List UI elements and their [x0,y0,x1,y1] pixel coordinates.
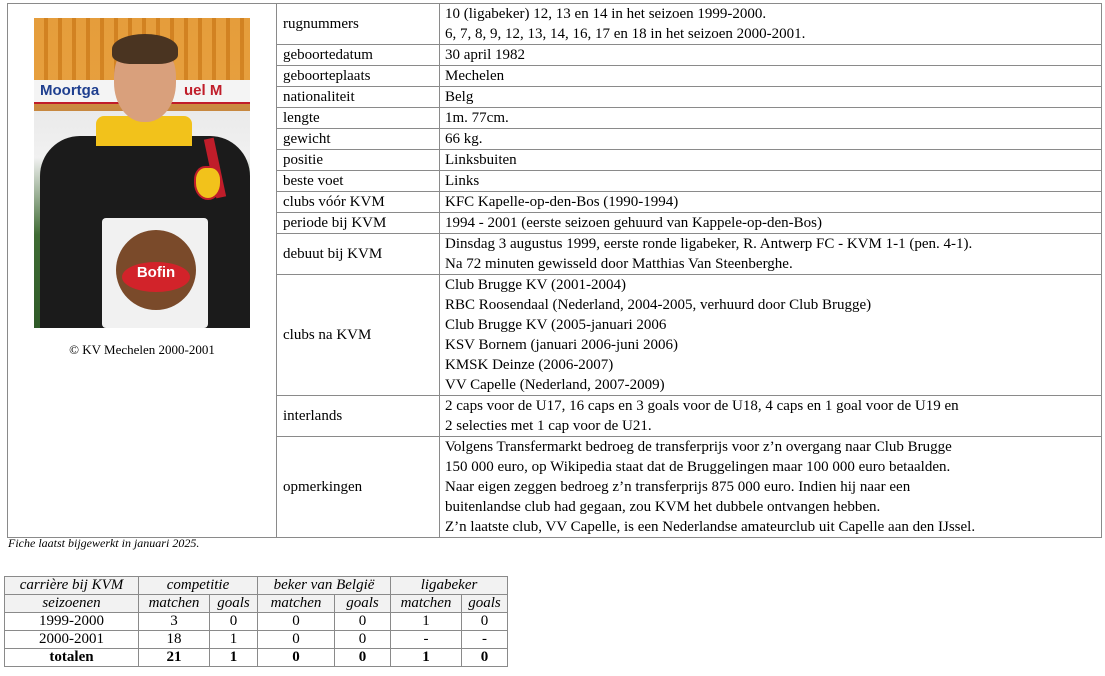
value-positie: Linksbuiten [440,150,1102,171]
last-updated-note: Fiche laatst bijgewerkt in januari 2025. [8,536,200,550]
value-interlands: 2 caps voor de U17, 16 caps en 3 goals voor de U18, 4 caps en 1 goal voor de U19 en 2 selecties met 1 cap voor de U21. [440,396,1102,437]
career-stats-table [4,576,508,667]
label-clubs-na: clubs na KVM [277,275,440,396]
value-clubs-na: Club Brugge KV (2001-2004) RBC Roosendaal (Nederland, 2004-2005, verhuurd door Club Brugge) Club Brugge KV (2005-januari 2006 KSV Bornem (januari 2006-juni 2006) KMSK Deinze (2006-2007) VV Capelle (Nederland, 2007-2009) [440,275,1102,396]
header-goals: goals [335,595,391,613]
value-geboorteplaats: Mechelen [440,66,1102,87]
label-geboorteplaats: geboorteplaats [277,66,440,87]
header-matchen: matchen [258,595,335,613]
label-debuut: debuut bij KVM [277,234,440,275]
stat-cell: 0 [335,613,391,631]
stat-cell: 1 [210,631,258,649]
banner-text-right: uel M [184,82,223,99]
stat-cell: 1 [391,613,462,631]
header-goals: goals [462,595,508,613]
stat-cell: 0 [258,613,335,631]
stat-cell: 0 [335,631,391,649]
value-clubs-voor: KFC Kapelle-op-den-Bos (1990-1994) [440,192,1102,213]
career-subheader-row [5,595,508,613]
value-gewicht: 66 kg. [440,129,1102,150]
value-lengte: 1m. 77cm. [440,108,1102,129]
label-beste-voet: beste voet [277,171,440,192]
header-beker: beker van België [258,577,391,595]
value-nationaliteit: Belg [440,87,1102,108]
stat-cell: 18 [139,631,210,649]
player-photo [34,18,250,328]
season-cell: 1999-2000 [5,613,139,631]
header-ligabeker: ligabeker [391,577,508,595]
season-cell: 2000-2001 [5,631,139,649]
value-beste-voet: Links [440,171,1102,192]
value-opmerkingen: Volgens Transfermarkt bedroeg de transferprijs voor z’n overgang naar Club Brugge 150 000 euro, op Wikipedia staat dat de Bruggelingen maar 100 000 euro betaalden. Naar eigen zeggen bedroeg z’n transferprijs 875 000 euro. Indien hij naar een buitenlandse club had gegaan, zou KVM het dubbele ontvangen hebben. Z’n laatste club, VV Capelle, is een Nederlandse amateurclub uit Capelle aan den IJssel. [440,437,1102,538]
stat-cell: 3 [139,613,210,631]
label-geboortedatum: geboortedatum [277,45,440,66]
label-nationaliteit: nationaliteit [277,87,440,108]
table-row [5,631,508,649]
photo-caption: © KV Mechelen 2000-2001 [69,342,215,357]
value-debuut: Dinsdag 3 augustus 1999, eerste ronde ligabeker, R. Antwerp FC - KVM 1-1 (pen. 4-1). Na 72 minuten gewisseld door Matthias Van Steenberghe. [440,234,1102,275]
header-goals: goals [210,595,258,613]
total-cell: 21 [139,649,210,667]
stat-cell: 0 [210,613,258,631]
value-periode: 1994 - 2001 (eerste seizoen gehuurd van Kappele-op-den-Bos) [440,213,1102,234]
totals-label: totalen [5,649,139,667]
total-cell: 0 [258,649,335,667]
totals-row [5,649,508,667]
label-periode: periode bij KVM [277,213,440,234]
stat-cell: 0 [462,613,508,631]
club-crest-icon [194,166,222,200]
banner-text-left: Moortga [40,82,100,99]
stat-cell: - [462,631,508,649]
sponsor-logo: Bofin [122,262,190,292]
total-cell: 1 [210,649,258,667]
profile-row [8,4,1102,45]
photo-cell [8,4,277,538]
value-rugnummers: 10 (ligabeker) 12, 13 en 14 in het seizoen 1999-2000. 6, 7, 8, 9, 12, 13, 14, 16, 17 en 18 in het seizoen 2000-2001. [440,4,1102,45]
table-row [5,613,508,631]
total-cell: 1 [391,649,462,667]
stat-cell: - [391,631,462,649]
header-carriere: carrière bij KVM [5,577,139,595]
value-geboortedatum: 30 april 1982 [440,45,1102,66]
total-cell: 0 [335,649,391,667]
label-clubs-voor: clubs vóór KVM [277,192,440,213]
header-matchen: matchen [391,595,462,613]
label-rugnummers: rugnummers [277,4,440,45]
label-opmerkingen: opmerkingen [277,437,440,538]
career-header-row [5,577,508,595]
label-positie: positie [277,150,440,171]
header-seizoenen: seizoenen [5,595,139,613]
player-hair [112,34,178,64]
label-interlands: interlands [277,396,440,437]
stat-cell: 0 [258,631,335,649]
player-profile-table [7,3,1102,538]
label-lengte: lengte [277,108,440,129]
header-competitie: competitie [139,577,258,595]
label-gewicht: gewicht [277,129,440,150]
header-matchen: matchen [139,595,210,613]
total-cell: 0 [462,649,508,667]
